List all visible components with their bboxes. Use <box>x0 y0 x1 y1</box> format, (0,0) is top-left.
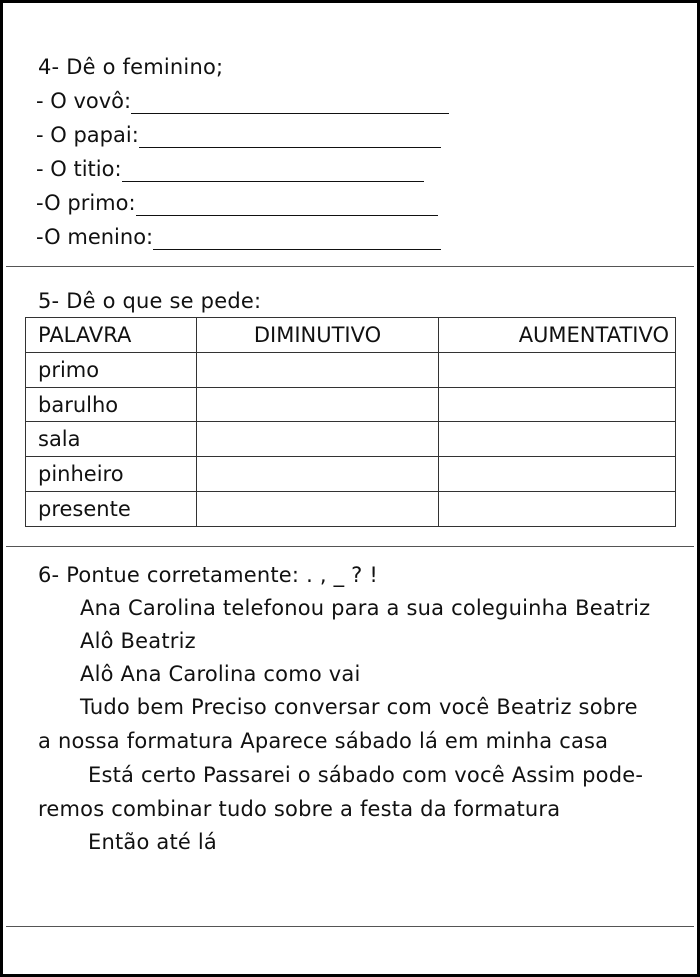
q6-title: 6- Pontue corretamente: . , _ ? ! <box>38 563 378 587</box>
q4-item <box>36 186 438 216</box>
q6-text-line: Está certo Passarei o sábado com você Assim pode- <box>88 763 644 787</box>
answer-blank[interactable] <box>122 161 424 182</box>
q4-item-label: - O vovô: <box>36 89 132 113</box>
q6-text-line: a nossa formatura Aparece sábado lá em minha casa <box>38 729 609 753</box>
q4-item-label: -O menino: <box>36 225 154 249</box>
header-aumentativo: AUMENTATIVO <box>439 318 676 353</box>
q6-text-line: Tudo bem Preciso conversar com você Beatriz sobre <box>80 695 638 719</box>
answer-blank[interactable] <box>139 127 441 148</box>
section-divider <box>6 266 694 267</box>
q4-item <box>36 118 441 148</box>
q6-text-line: Alô Beatriz <box>80 629 196 653</box>
diminutive-answer-cell[interactable] <box>197 422 439 457</box>
section-divider <box>6 926 694 927</box>
answer-blank[interactable] <box>153 229 441 250</box>
table-row <box>26 352 676 387</box>
augmentative-answer-cell[interactable] <box>439 492 676 527</box>
word-table <box>25 317 676 527</box>
section-divider <box>6 546 694 547</box>
table-row <box>26 492 676 527</box>
diminutive-answer-cell[interactable] <box>197 457 439 492</box>
q4-item-label: - O titio: <box>36 157 122 181</box>
augmentative-answer-cell[interactable] <box>439 457 676 492</box>
q4-item <box>36 220 441 250</box>
word-cell: pinheiro <box>26 457 197 492</box>
table-row <box>26 457 676 492</box>
q6-text-line: remos combinar tudo sobre a festa da formatura <box>38 797 561 821</box>
q5-title: 5- Dê o que se pede: <box>38 289 262 313</box>
table-row <box>26 387 676 422</box>
answer-blank[interactable] <box>131 93 449 114</box>
answer-blank[interactable] <box>136 195 438 216</box>
diminutive-answer-cell[interactable] <box>197 387 439 422</box>
q4-item-label: - O papai: <box>36 123 139 147</box>
header-diminutivo: DIMINUTIVO <box>197 318 439 353</box>
q4-item <box>36 84 449 114</box>
q4-item <box>36 152 424 182</box>
diminutive-answer-cell[interactable] <box>197 352 439 387</box>
q6-text-line: Alô Ana Carolina como vai <box>80 662 361 686</box>
table-header-row <box>26 318 676 353</box>
word-cell: primo <box>26 352 197 387</box>
augmentative-answer-cell[interactable] <box>439 387 676 422</box>
header-palavra: PALAVRA <box>26 318 197 353</box>
q6-text-line: Então até lá <box>88 830 218 854</box>
q4-item-label: -O primo: <box>36 191 136 215</box>
word-cell: presente <box>26 492 197 527</box>
table-row <box>26 422 676 457</box>
word-cell: sala <box>26 422 197 457</box>
diminutive-answer-cell[interactable] <box>197 492 439 527</box>
augmentative-answer-cell[interactable] <box>439 352 676 387</box>
word-cell: barulho <box>26 387 197 422</box>
q4-title: 4- Dê o feminino; <box>38 55 224 79</box>
augmentative-answer-cell[interactable] <box>439 422 676 457</box>
q6-text-line: Ana Carolina telefonou para a sua coleguinha Beatriz <box>80 596 651 620</box>
